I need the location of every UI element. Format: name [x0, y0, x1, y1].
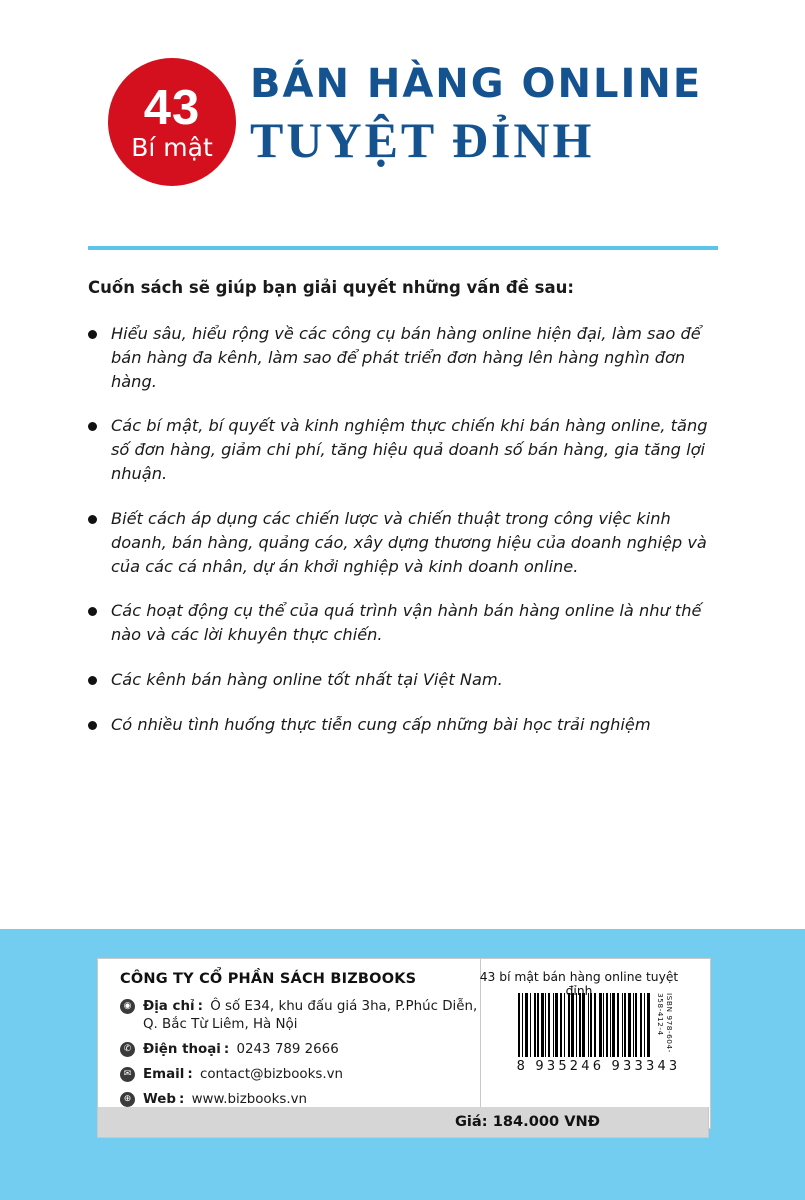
contact-email-value: contact@bizbooks.vn — [199, 1067, 343, 1083]
badge-word: Bí mật — [131, 133, 213, 162]
contact-address-value: Ô số E34, khu đấu giá 3ha, P.Phúc Diễn, Q. Bắc Từ Liêm, Hà Nội — [143, 999, 478, 1033]
book-title — [250, 62, 790, 170]
contact-phone-label: Điện thoại — [143, 1042, 221, 1058]
list-item-text: Biết cách áp dụng các chiến lược và chiến thuật trong công việc kinh doanh, bán hàng, quảng cáo, xây dựng thương hiệu của doanh nghiệp và của các cá nhân, dự án khởi nghiệp và kinh doanh online. — [111, 508, 707, 576]
benefits-list — [88, 322, 724, 758]
price-text: Giá: 184.000 VNĐ — [454, 1113, 600, 1130]
title-line-1: BÁN HÀNG ONLINE — [250, 61, 703, 107]
badge-number: 43 — [143, 81, 201, 135]
isbn-vertical-text: ISBN 978-604-358-412-4 — [656, 993, 674, 1053]
contact-phone-separator: : — [223, 1042, 230, 1058]
contact-web-label: Web — [143, 1092, 176, 1108]
list-item — [88, 414, 724, 485]
list-item — [88, 668, 724, 692]
list-item-text: Có nhiều tình huống thực tiễn cung cấp những bài học trải nghiệm — [111, 714, 651, 734]
location-pin-icon: ◉ — [120, 999, 135, 1014]
bullet-dot-icon — [88, 330, 97, 339]
contact-address — [120, 998, 480, 1034]
price-bar — [97, 1107, 709, 1138]
email-icon: ✉ — [120, 1067, 135, 1082]
cover-header — [0, 48, 805, 188]
list-item — [88, 713, 724, 737]
barcode-bars — [518, 993, 650, 1057]
contact-email-separator: : — [187, 1067, 193, 1083]
contact-address-separator: : — [197, 999, 203, 1014]
bullet-dot-icon — [88, 676, 97, 685]
contact-web-value: www.bizbooks.vn — [191, 1092, 308, 1108]
company-name: CÔNG TY CỔ PHẦN SÁCH BIZBOOKS — [120, 971, 417, 987]
contact-email-label: Email — [143, 1067, 185, 1083]
list-item — [88, 322, 724, 393]
contact-address-label: Địa chỉ — [143, 999, 195, 1014]
contact-web-separator: : — [178, 1092, 185, 1108]
book-subtitle: 43 bí mật bán hàng online tuyệt đỉnh — [479, 970, 679, 998]
phone-icon: ✆ — [120, 1042, 135, 1057]
cover-footer — [0, 929, 805, 1200]
contact-email — [120, 1066, 480, 1084]
intro-text: Cuốn sách sẽ giúp bạn giải quyết những vấn đề sau: — [88, 278, 574, 297]
secret-count-badge — [108, 58, 236, 186]
bullet-dot-icon — [88, 721, 97, 730]
barcode-graphic — [481, 993, 710, 1057]
bullet-dot-icon — [88, 515, 97, 524]
company-contact-block — [98, 959, 480, 1128]
list-item-text: Các bí mật, bí quyết và kinh nghiệm thực chiến khi bán hàng online, tăng số đơn hàng, giảm chi phí, tăng hiệu quả doanh số bán hàng, gia tăng lợi nhuận. — [111, 416, 708, 484]
list-item-text: Các kênh bán hàng online tốt nhất tại Việt Nam. — [111, 669, 503, 689]
list-item — [88, 599, 724, 647]
list-item-text: Các hoạt động cụ thể của quá trình vận hành bán hàng online là như thế nào và các lời khuyên thực chiến. — [111, 601, 702, 645]
barcode-digits: 8 935246 933343 — [516, 1059, 681, 1074]
header-divider — [88, 246, 718, 250]
bullet-dot-icon — [88, 607, 97, 616]
contact-phone — [120, 1041, 480, 1059]
bullet-dot-icon — [88, 422, 97, 431]
publisher-info-card — [97, 958, 711, 1129]
contact-phone-value: 0243 789 2666 — [236, 1042, 339, 1058]
list-item-text: Hiểu sâu, hiểu rộng về các công cụ bán hàng online hiện đại, làm sao để bán hàng đa kênh, làm sao để phát triển đơn hàng lên hàng nghìn đơn hàng. — [111, 324, 701, 391]
title-line-2: TUYỆT ĐỈNH — [250, 112, 595, 168]
globe-icon: ⊕ — [120, 1092, 135, 1107]
barcode-block — [480, 959, 710, 1128]
list-item — [88, 507, 724, 578]
